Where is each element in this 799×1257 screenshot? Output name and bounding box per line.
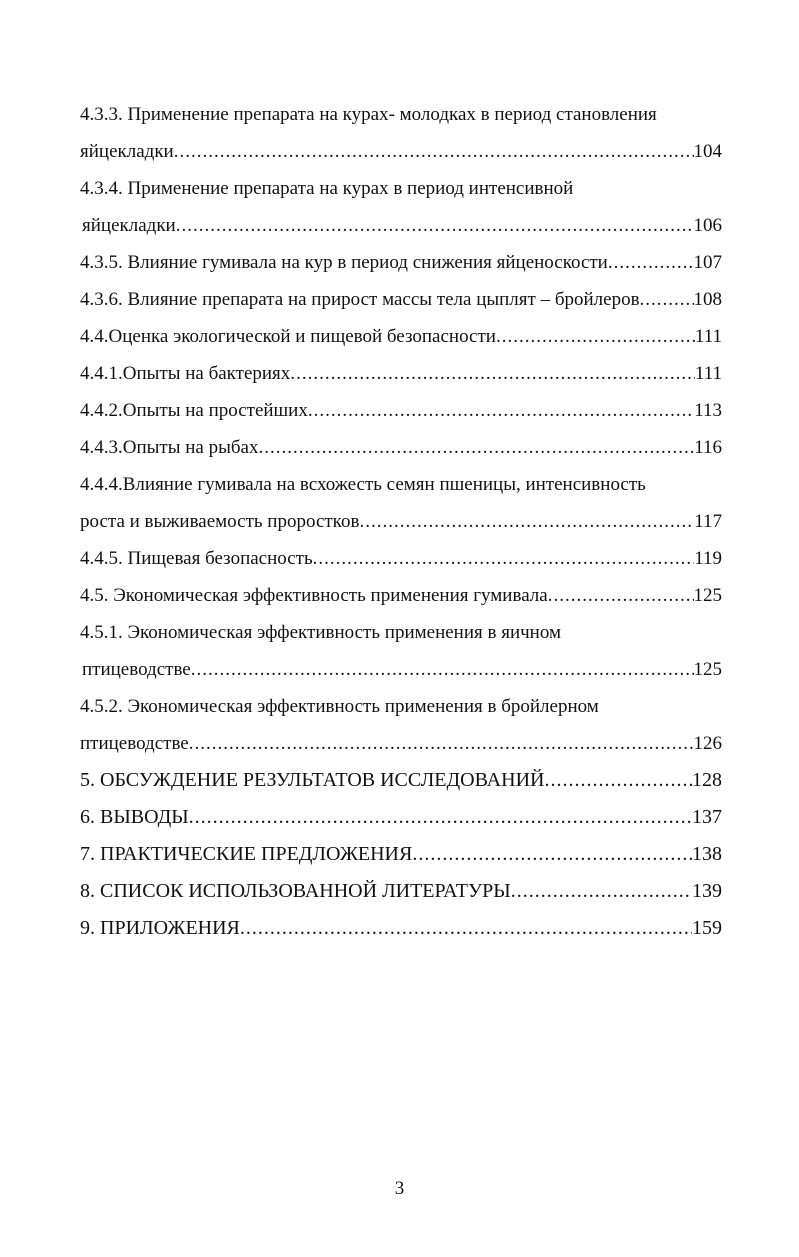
page-number: 3 bbox=[394, 1178, 405, 1199]
toc-entry-title: 9. ПРИЛОЖЕНИЯ bbox=[80, 917, 240, 939]
dot-leader bbox=[258, 429, 694, 466]
toc-entry-page: 111 bbox=[694, 326, 722, 347]
toc-entry-page: 104 bbox=[693, 141, 722, 162]
dot-leader bbox=[174, 133, 694, 170]
toc-entry bbox=[80, 429, 722, 466]
toc-entry-title: 6. ВЫВОДЫ bbox=[80, 806, 189, 828]
toc-entry bbox=[80, 466, 722, 540]
toc-entry-page: 126 bbox=[693, 733, 722, 754]
dot-leader bbox=[608, 244, 694, 281]
toc-entry bbox=[80, 873, 722, 910]
toc-entry bbox=[80, 910, 722, 947]
toc-entry-title-continuation: яйцекладки bbox=[82, 215, 176, 236]
toc-entry-title: 4.4.5. Пищевая безопасность bbox=[80, 548, 313, 569]
dot-leader bbox=[496, 318, 695, 355]
toc-entry-title: 4.5. Экономическая эффективность применения гумивала bbox=[80, 585, 548, 606]
toc-entry-page: 113 bbox=[694, 400, 722, 421]
dot-leader bbox=[544, 762, 692, 799]
dot-leader bbox=[191, 651, 694, 688]
toc-entry bbox=[80, 577, 722, 614]
toc-entry-title: 5. ОБСУЖДЕНИЕ РЕЗУЛЬТАТОВ ИССЛЕДОВАНИЙ bbox=[80, 769, 545, 791]
toc-entry-title: 4.4.2.Опыты на простейших bbox=[80, 400, 308, 421]
dot-leader bbox=[240, 910, 692, 947]
toc-entry bbox=[80, 762, 722, 799]
toc-entry-title: 4.5.1. Экономическая эффективность применения в яичном bbox=[80, 622, 562, 643]
toc-entry bbox=[80, 244, 722, 281]
toc-entry bbox=[80, 281, 722, 318]
toc-entry-page: 117 bbox=[694, 511, 722, 532]
dot-leader bbox=[290, 355, 695, 392]
toc-entry-page: 137 bbox=[692, 806, 722, 828]
toc-entry-page: 106 bbox=[693, 215, 722, 236]
toc-entry bbox=[80, 318, 722, 355]
toc-entry-title: 4.4.Оценка экологической и пищевой безопасности bbox=[80, 326, 496, 347]
toc-entry-title: 4.3.4. Применение препарата на курах в период интенсивной bbox=[80, 178, 574, 199]
toc-entry-title: 4.3.3. Применение препарата на курах- молодках в период становления bbox=[80, 104, 657, 125]
dot-leader bbox=[313, 540, 695, 577]
toc-entry-title: 4.5.2. Экономическая эффективность применения в бройлерном bbox=[80, 696, 599, 717]
dot-leader bbox=[359, 503, 694, 540]
dot-leader bbox=[176, 207, 694, 244]
toc-entry-title-continuation: роста и выживаемость проростков bbox=[80, 511, 360, 532]
dot-leader bbox=[189, 725, 694, 762]
toc-entry-title-continuation: яйцекладки bbox=[80, 141, 174, 162]
toc-entry bbox=[80, 540, 722, 577]
toc-entry-title: 8. СПИСОК ИСПОЛЬЗОВАННОЙ ЛИТЕРАТУРЫ bbox=[80, 880, 511, 902]
toc-entry-page: 108 bbox=[693, 289, 722, 310]
toc-entry-title: 4.4.1.Опыты на бактериях bbox=[80, 363, 291, 384]
dot-leader bbox=[308, 392, 694, 429]
toc-entry-title: 4.3.6. Влияние препарата на прирост массы тела цыплят – бройлеров bbox=[80, 289, 640, 310]
dot-leader bbox=[640, 281, 694, 318]
toc-entry-page: 139 bbox=[692, 880, 722, 902]
toc-entry-page: 107 bbox=[693, 252, 722, 273]
toc-entry bbox=[80, 96, 722, 170]
toc-entry bbox=[80, 392, 722, 429]
toc-entry-title: 4.4.4.Влияние гумивала на всхожесть семян пшеницы, интенсивность bbox=[80, 474, 646, 495]
toc-entry bbox=[80, 799, 722, 836]
toc-entry bbox=[80, 614, 722, 688]
toc-entry-page: 138 bbox=[692, 843, 722, 865]
toc-entry-page: 125 bbox=[693, 585, 722, 606]
toc-entry bbox=[80, 688, 722, 762]
toc-entry bbox=[80, 170, 722, 244]
toc-entry-title: 4.4.3.Опыты на рыбах bbox=[80, 437, 259, 458]
toc-entry-page: 128 bbox=[692, 769, 722, 791]
toc-entry-title: 7. ПРАКТИЧЕСКИЕ ПРЕДЛОЖЕНИЯ bbox=[80, 843, 413, 865]
toc-entry-page: 119 bbox=[694, 548, 722, 569]
toc-entry-page: 125 bbox=[693, 659, 722, 680]
toc-entry bbox=[80, 355, 722, 392]
toc-entry-page: 159 bbox=[692, 917, 722, 939]
dot-leader bbox=[189, 799, 692, 836]
toc-entry-title: 4.3.5. Влияние гумивала на кур в период снижения яйценоскости bbox=[80, 252, 608, 273]
toc-entry-title-continuation: птицеводстве bbox=[80, 733, 189, 754]
toc-entry-title-continuation: птицеводстве bbox=[82, 659, 191, 680]
dot-leader bbox=[548, 577, 694, 614]
toc-entry-page: 116 bbox=[694, 437, 722, 458]
dot-leader bbox=[511, 873, 692, 910]
dot-leader bbox=[412, 836, 692, 873]
table-of-contents bbox=[80, 96, 722, 947]
toc-entry-page: 111 bbox=[694, 363, 722, 384]
toc-entry bbox=[80, 836, 722, 873]
